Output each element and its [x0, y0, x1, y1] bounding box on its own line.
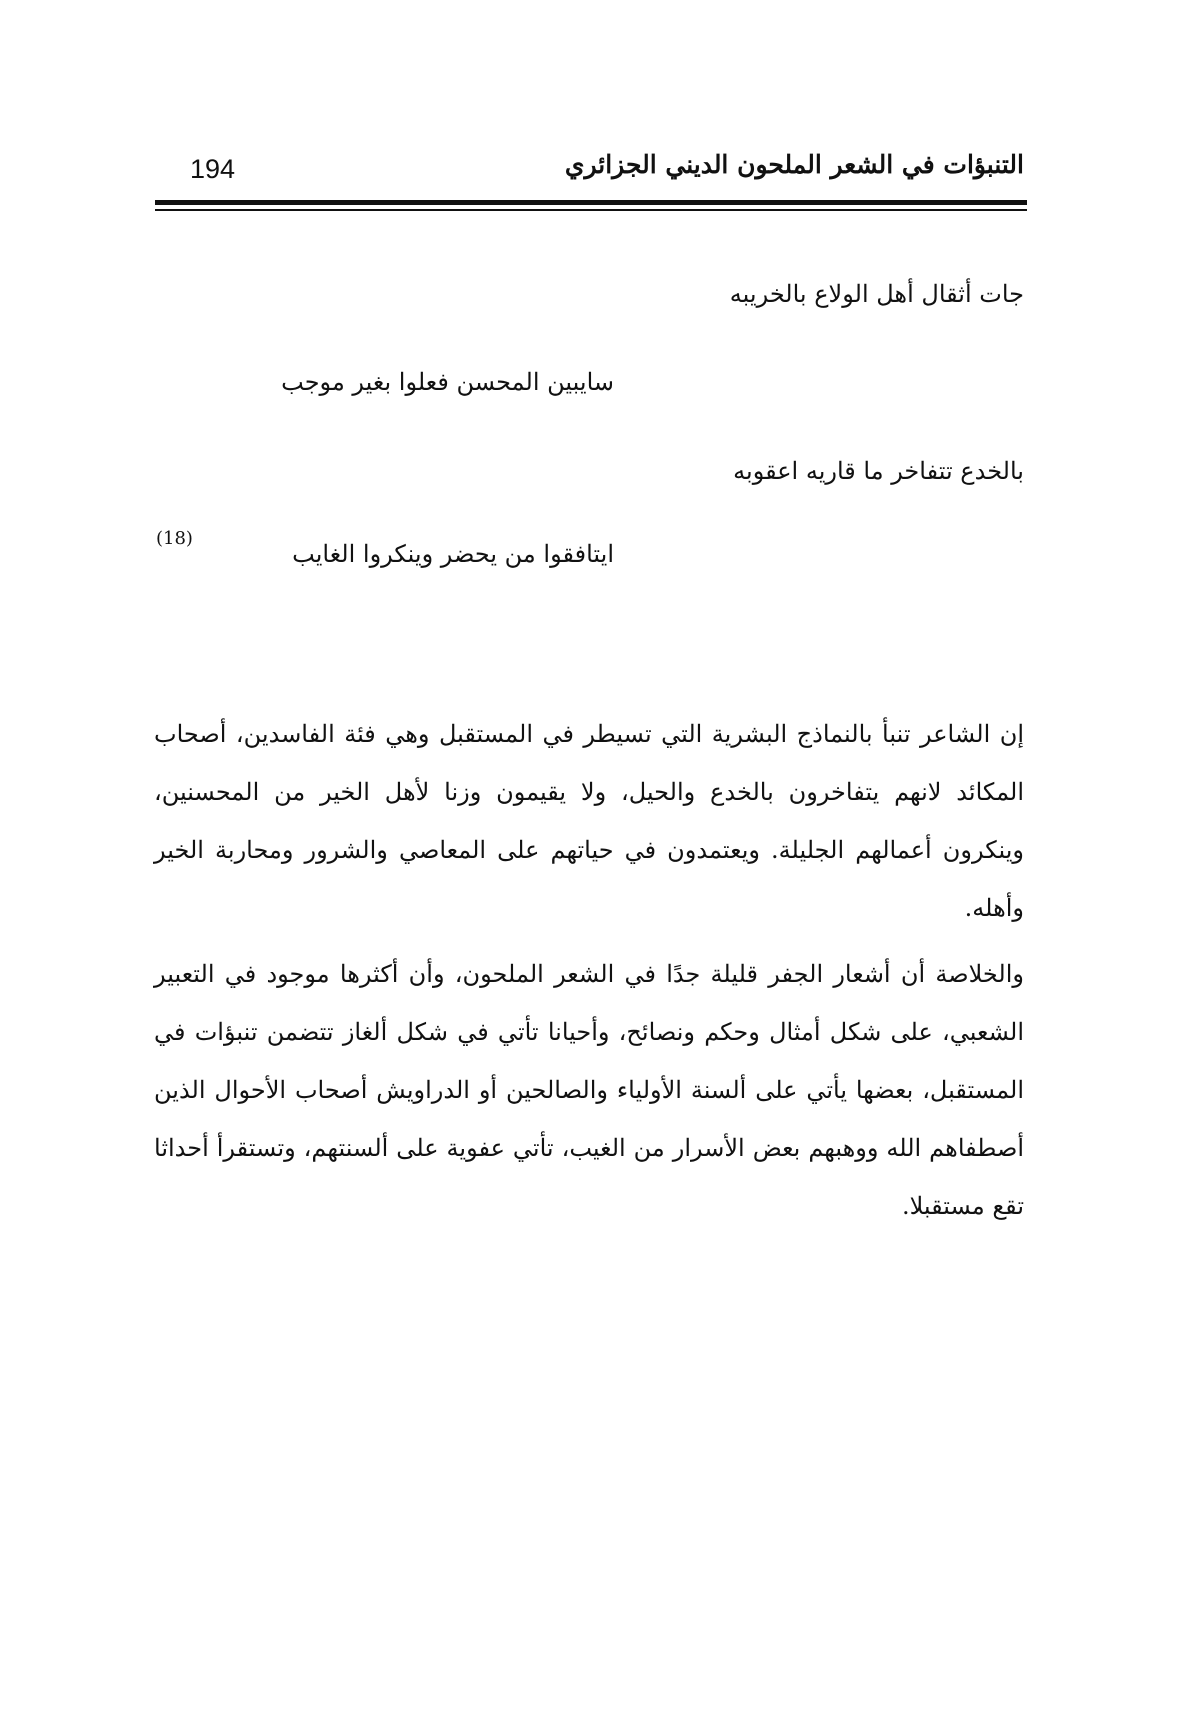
poem-verse-1: جات أثقال أهل الولاع بالخريبه: [729, 280, 1024, 308]
header-rule-thin: [155, 209, 1027, 211]
poem-verse-4: ايتافقوا من يحضر وينكروا الغايب: [292, 540, 614, 568]
poem-verse-3: بالخدع تتفاخر ما قاريه اعقوبه: [733, 457, 1024, 485]
footnote-reference: (18): [156, 528, 193, 549]
running-header-title: التنبؤات في الشعر الملحون الديني الجزائري: [564, 150, 1024, 179]
body-paragraph-2: والخلاصة أن أشعار الجفر قليلة جدًا في الشعر الملحون، وأن أكثرها موجود في التعبير الشعبي، على شكل أمثال وحكم ونصائح، وأحيانا تأتي في شكل ألغاز تتضمن تنبؤات في المستقبل، بعضها يأتي على ألسنة الأولياء والصالحين أو الدراويش أصحاب الأحوال الذين أصطفاهم الله ووهبهم بعض الأسرار من الغيب، تأتي عفوية على ألسنتهم، وتستقرأ أحداثا تقع مستقبلا.: [154, 960, 1024, 1220]
page-number: 194: [190, 154, 236, 184]
header-rule-thick: [155, 200, 1027, 205]
body-paragraph-1: إن الشاعر تنبأ بالنماذج البشرية التي تسيطر في المستقبل وهي فئة الفاسدين، أصحاب المكائد لانهم يتفاخرون بالخدع والحيل، ولا يقيمون وزنا لأهل الخير من المحسنين، وينكرون أعمالهم الجليلة. ويعتمدون في حياتهم على المعاصي والشرور ومحاربة الخير وأهله.: [154, 720, 1024, 922]
poem-verse-2: سايبين المحسن فعلوا بغير موجب: [281, 368, 614, 396]
